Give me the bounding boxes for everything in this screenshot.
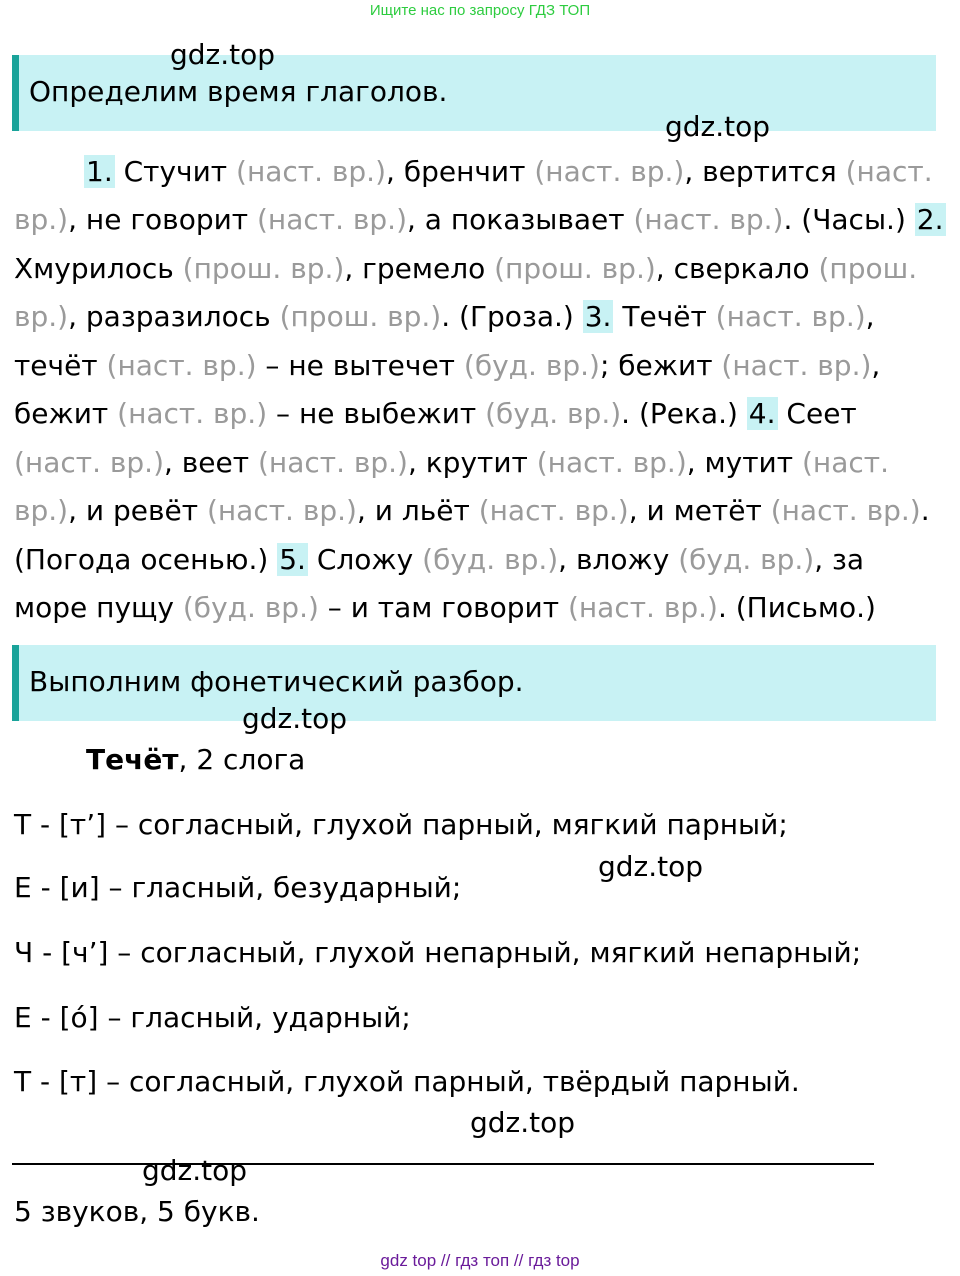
tense-note: (наст. вр.) — [117, 397, 268, 430]
verb-text: , за — [814, 543, 865, 576]
tense-note: (прош. — [818, 252, 918, 285]
verb-text: , бренчит — [386, 155, 535, 188]
verb-text: . (Река.) — [621, 397, 747, 430]
tense-note: (прош. вр.) — [182, 252, 345, 285]
verb-text: , и ревёт — [68, 494, 207, 527]
tense-note: (наст. вр.) — [206, 494, 357, 527]
sound-line: Т - [т] – согласный, глухой парный, твёрдый парный. — [14, 1065, 800, 1098]
verb-text: , крутит — [407, 446, 537, 479]
tense-note: (наст. вр.) — [478, 494, 629, 527]
verb-text: море пущу — [14, 591, 183, 624]
verbs-line — [14, 446, 889, 479]
watermark: gdz.top — [242, 702, 348, 735]
top-banner: Ищите нас по запросу ГДЗ ТОП — [369, 2, 591, 19]
tense-note: (наст. — [845, 155, 933, 188]
tense-note: вр.) — [14, 300, 69, 333]
watermark: gdz.top — [142, 1154, 248, 1187]
tense-note: (наст. вр.) — [567, 591, 718, 624]
sound-line: Т - [т’] – согласный, глухой парный, мягкий парный; — [14, 808, 788, 841]
verb-text: , — [865, 300, 875, 333]
verb-text: Стучит — [114, 155, 237, 188]
verb-text: , не говорит — [68, 203, 257, 236]
verb-text: , сверкало — [655, 252, 819, 285]
verb-text: Сложу — [307, 543, 423, 576]
tense-note: (буд. вр.) — [463, 349, 600, 382]
verb-text: Сеет — [777, 397, 857, 430]
watermark: gdz.top — [598, 850, 704, 883]
tense-note: (наст. вр.) — [14, 446, 164, 479]
verb-text: бежит — [14, 397, 118, 430]
section-title: Определим время глаголов. — [29, 75, 448, 108]
verb-text: , разразилось — [68, 300, 280, 333]
verb-text: , — [871, 349, 881, 382]
verb-text: . — [920, 494, 930, 527]
riddle-number: 2. — [916, 203, 944, 236]
tense-note: (наст. вр.) — [536, 446, 687, 479]
tense-note: (наст. вр.) — [236, 155, 387, 188]
verb-text: , и метёт — [628, 494, 771, 527]
tense-note: (наст. вр.) — [106, 349, 257, 382]
word-heading — [86, 743, 305, 776]
tense-note: (прош. вр.) — [494, 252, 656, 285]
verb-text: – не выбежит — [267, 397, 486, 430]
sound-line: Ч - [ч’] – согласный, глухой непарный, мягкий непарный; — [14, 936, 862, 969]
tense-note: (наст. вр.) — [770, 494, 921, 527]
tense-note: (буд. вр.) — [182, 591, 319, 624]
riddle-number: 5. — [279, 543, 306, 576]
verbs-line — [14, 252, 917, 285]
section-header-verb-tense — [12, 55, 936, 131]
verb-text: , гремело — [344, 252, 495, 285]
word-bold: Течёт — [86, 743, 179, 776]
word-syllables: , 2 слога — [178, 743, 306, 776]
tense-note: вр.) — [14, 494, 69, 527]
verb-text: течёт — [14, 349, 107, 382]
watermark: gdz.top — [470, 1106, 576, 1139]
verb-text: (Погода осенью.) — [14, 543, 278, 576]
verbs-line — [14, 494, 930, 527]
section-header-phonetic — [12, 645, 936, 721]
verb-text: Хмурилось — [14, 252, 183, 285]
verb-text: ; бежит — [599, 349, 722, 382]
verbs-line — [84, 155, 933, 188]
tense-note: (буд. вр.) — [485, 397, 622, 430]
watermark: gdz.top — [665, 110, 771, 143]
summary: 5 звуков, 5 букв. — [14, 1195, 260, 1228]
footer-links: gdz top // гдз топ // гдз top — [380, 1251, 580, 1270]
riddle-number: 1. — [86, 155, 113, 188]
verb-text: . (Часы.) — [783, 203, 915, 236]
tense-note: (наст. вр.) — [633, 203, 784, 236]
sound-line: Е - [и] – гласный, безударный; — [14, 871, 462, 904]
verb-text: , а показывает — [407, 203, 634, 236]
tense-note: (наст. вр.) — [715, 300, 866, 333]
section-title: Выполним фонетический разбор. — [29, 665, 524, 698]
verb-text: . (Письмо.) — [717, 591, 876, 624]
tense-note: (буд. вр.) — [422, 543, 559, 576]
verb-text: . (Гроза.) — [441, 300, 583, 333]
watermark: gdz.top — [170, 38, 276, 71]
tense-note: вр.) — [14, 203, 69, 236]
tense-note: (наст. вр.) — [257, 203, 407, 236]
verbs-line — [14, 349, 880, 382]
verb-text: – не вытечет — [256, 349, 464, 382]
verb-text: , веет — [164, 446, 258, 479]
verb-text: , вложу — [558, 543, 679, 576]
tense-note: (наст. вр.) — [257, 446, 408, 479]
verb-text: – и там говорит — [318, 591, 568, 624]
sound-line: Е - [о́] – гласный, ударный; — [14, 1001, 411, 1034]
verbs-line — [14, 591, 876, 624]
verbs-line — [14, 203, 946, 236]
verbs-line — [14, 397, 857, 430]
verb-text: , вертится — [684, 155, 846, 188]
tense-note: (буд. вр.) — [678, 543, 815, 576]
verbs-line — [14, 543, 864, 576]
tense-note: (наст. вр.) — [534, 155, 685, 188]
tense-note: (наст. — [801, 446, 889, 479]
riddle-number: 4. — [748, 397, 776, 430]
verb-text: , мутит — [686, 446, 802, 479]
riddle-number: 3. — [584, 300, 612, 333]
tense-note: (прош. вр.) — [279, 300, 442, 333]
tense-note: (наст. вр.) — [721, 349, 872, 382]
verb-text: , и льёт — [356, 494, 479, 527]
verbs-line — [14, 300, 875, 333]
verb-text: Течёт — [613, 300, 716, 333]
